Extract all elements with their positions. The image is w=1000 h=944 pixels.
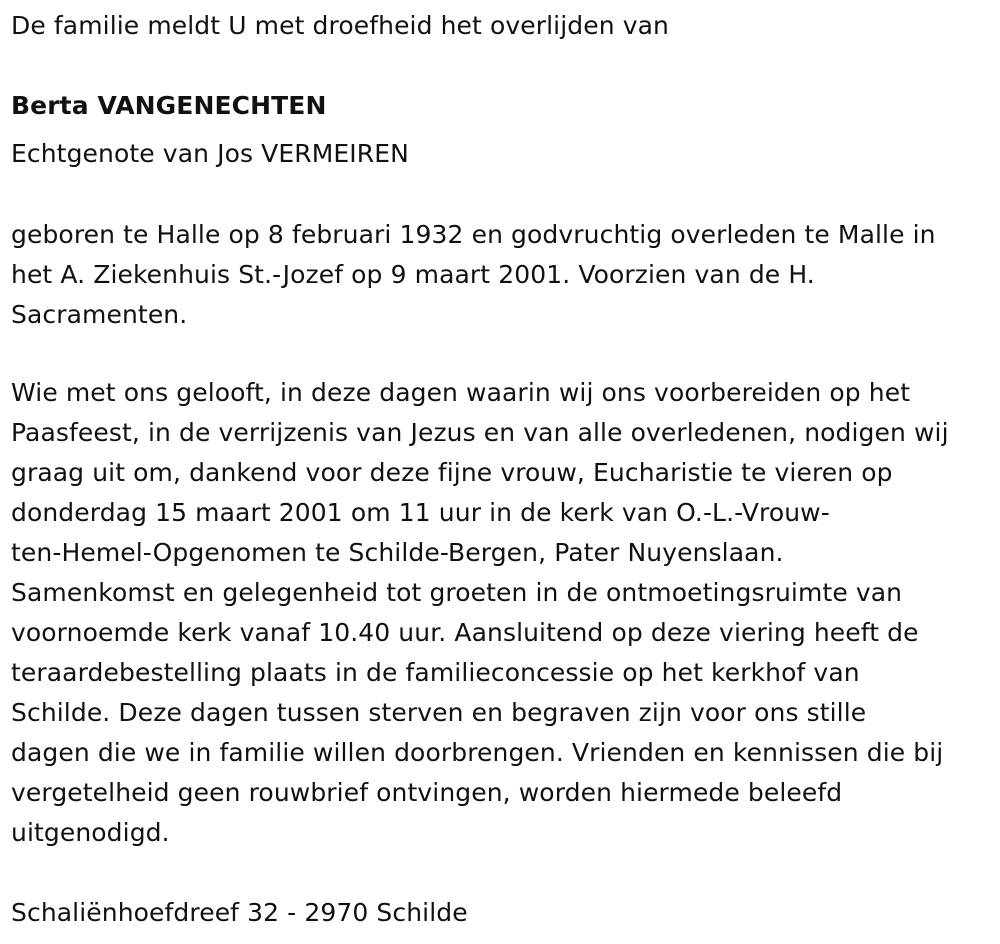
paragraph-line: Schilde. Deze dagen tussen sterven en begraven zijn voor ons stille (11, 698, 867, 727)
paragraph-line: donderdag 15 maart 2001 om 11 uur in de kerk van O.-L.-Vrouw- (11, 498, 830, 527)
paragraph-line: Samenkomst en gelegenheid tot groeten in de ontmoetingsruimte van (11, 578, 903, 607)
funeral-paragraph (11, 373, 949, 853)
spouse-line: Echtgenote van Jos VERMEIREN (11, 139, 409, 168)
paragraph-line: Sacramenten. (11, 300, 188, 329)
paragraph-line: teraardebestelling plaats in de familieconcessie op het kerkhof van (11, 658, 860, 687)
paragraph-line: geboren te Halle op 8 februari 1932 en godvruchtig overleden te Malle in (11, 220, 936, 249)
paragraph-line: Wie met ons gelooft, in deze dagen waarin wij ons voorbereiden op het (11, 378, 911, 407)
paragraph-line: vergetelheid geen rouwbrief ontvingen, worden hiermede beleefd (11, 778, 843, 807)
paragraph-line: het A. Ziekenhuis St.-Jozef op 9 maart 2001. Voorzien van de H. (11, 260, 815, 289)
deceased-name: Berta VANGENECHTEN (11, 91, 327, 120)
birth-death-paragraph (11, 215, 936, 335)
paragraph-line: ten-Hemel-Opgenomen te Schilde-Bergen, Pater Nuyenslaan. (11, 538, 784, 567)
paragraph-line: dagen die we in familie willen doorbrengen. Vrienden en kennissen die bij (11, 738, 944, 767)
paragraph-line: voornoemde kerk vanaf 10.40 uur. Aansluitend op deze viering heeft de (11, 618, 919, 647)
paragraph-line: Paasfeest, in de verrijzenis van Jezus en van alle overledenen, nodigen wij (11, 418, 949, 447)
address-line: Schaliënhoefdreef 32 - 2970 Schilde (11, 898, 468, 927)
intro-text: De familie meldt U met droefheid het overlijden van (11, 11, 669, 40)
paragraph-line: uitgenodigd. (11, 818, 170, 847)
paragraph-line: graag uit om, dankend voor deze fijne vrouw, Eucharistie te vieren op (11, 458, 893, 487)
